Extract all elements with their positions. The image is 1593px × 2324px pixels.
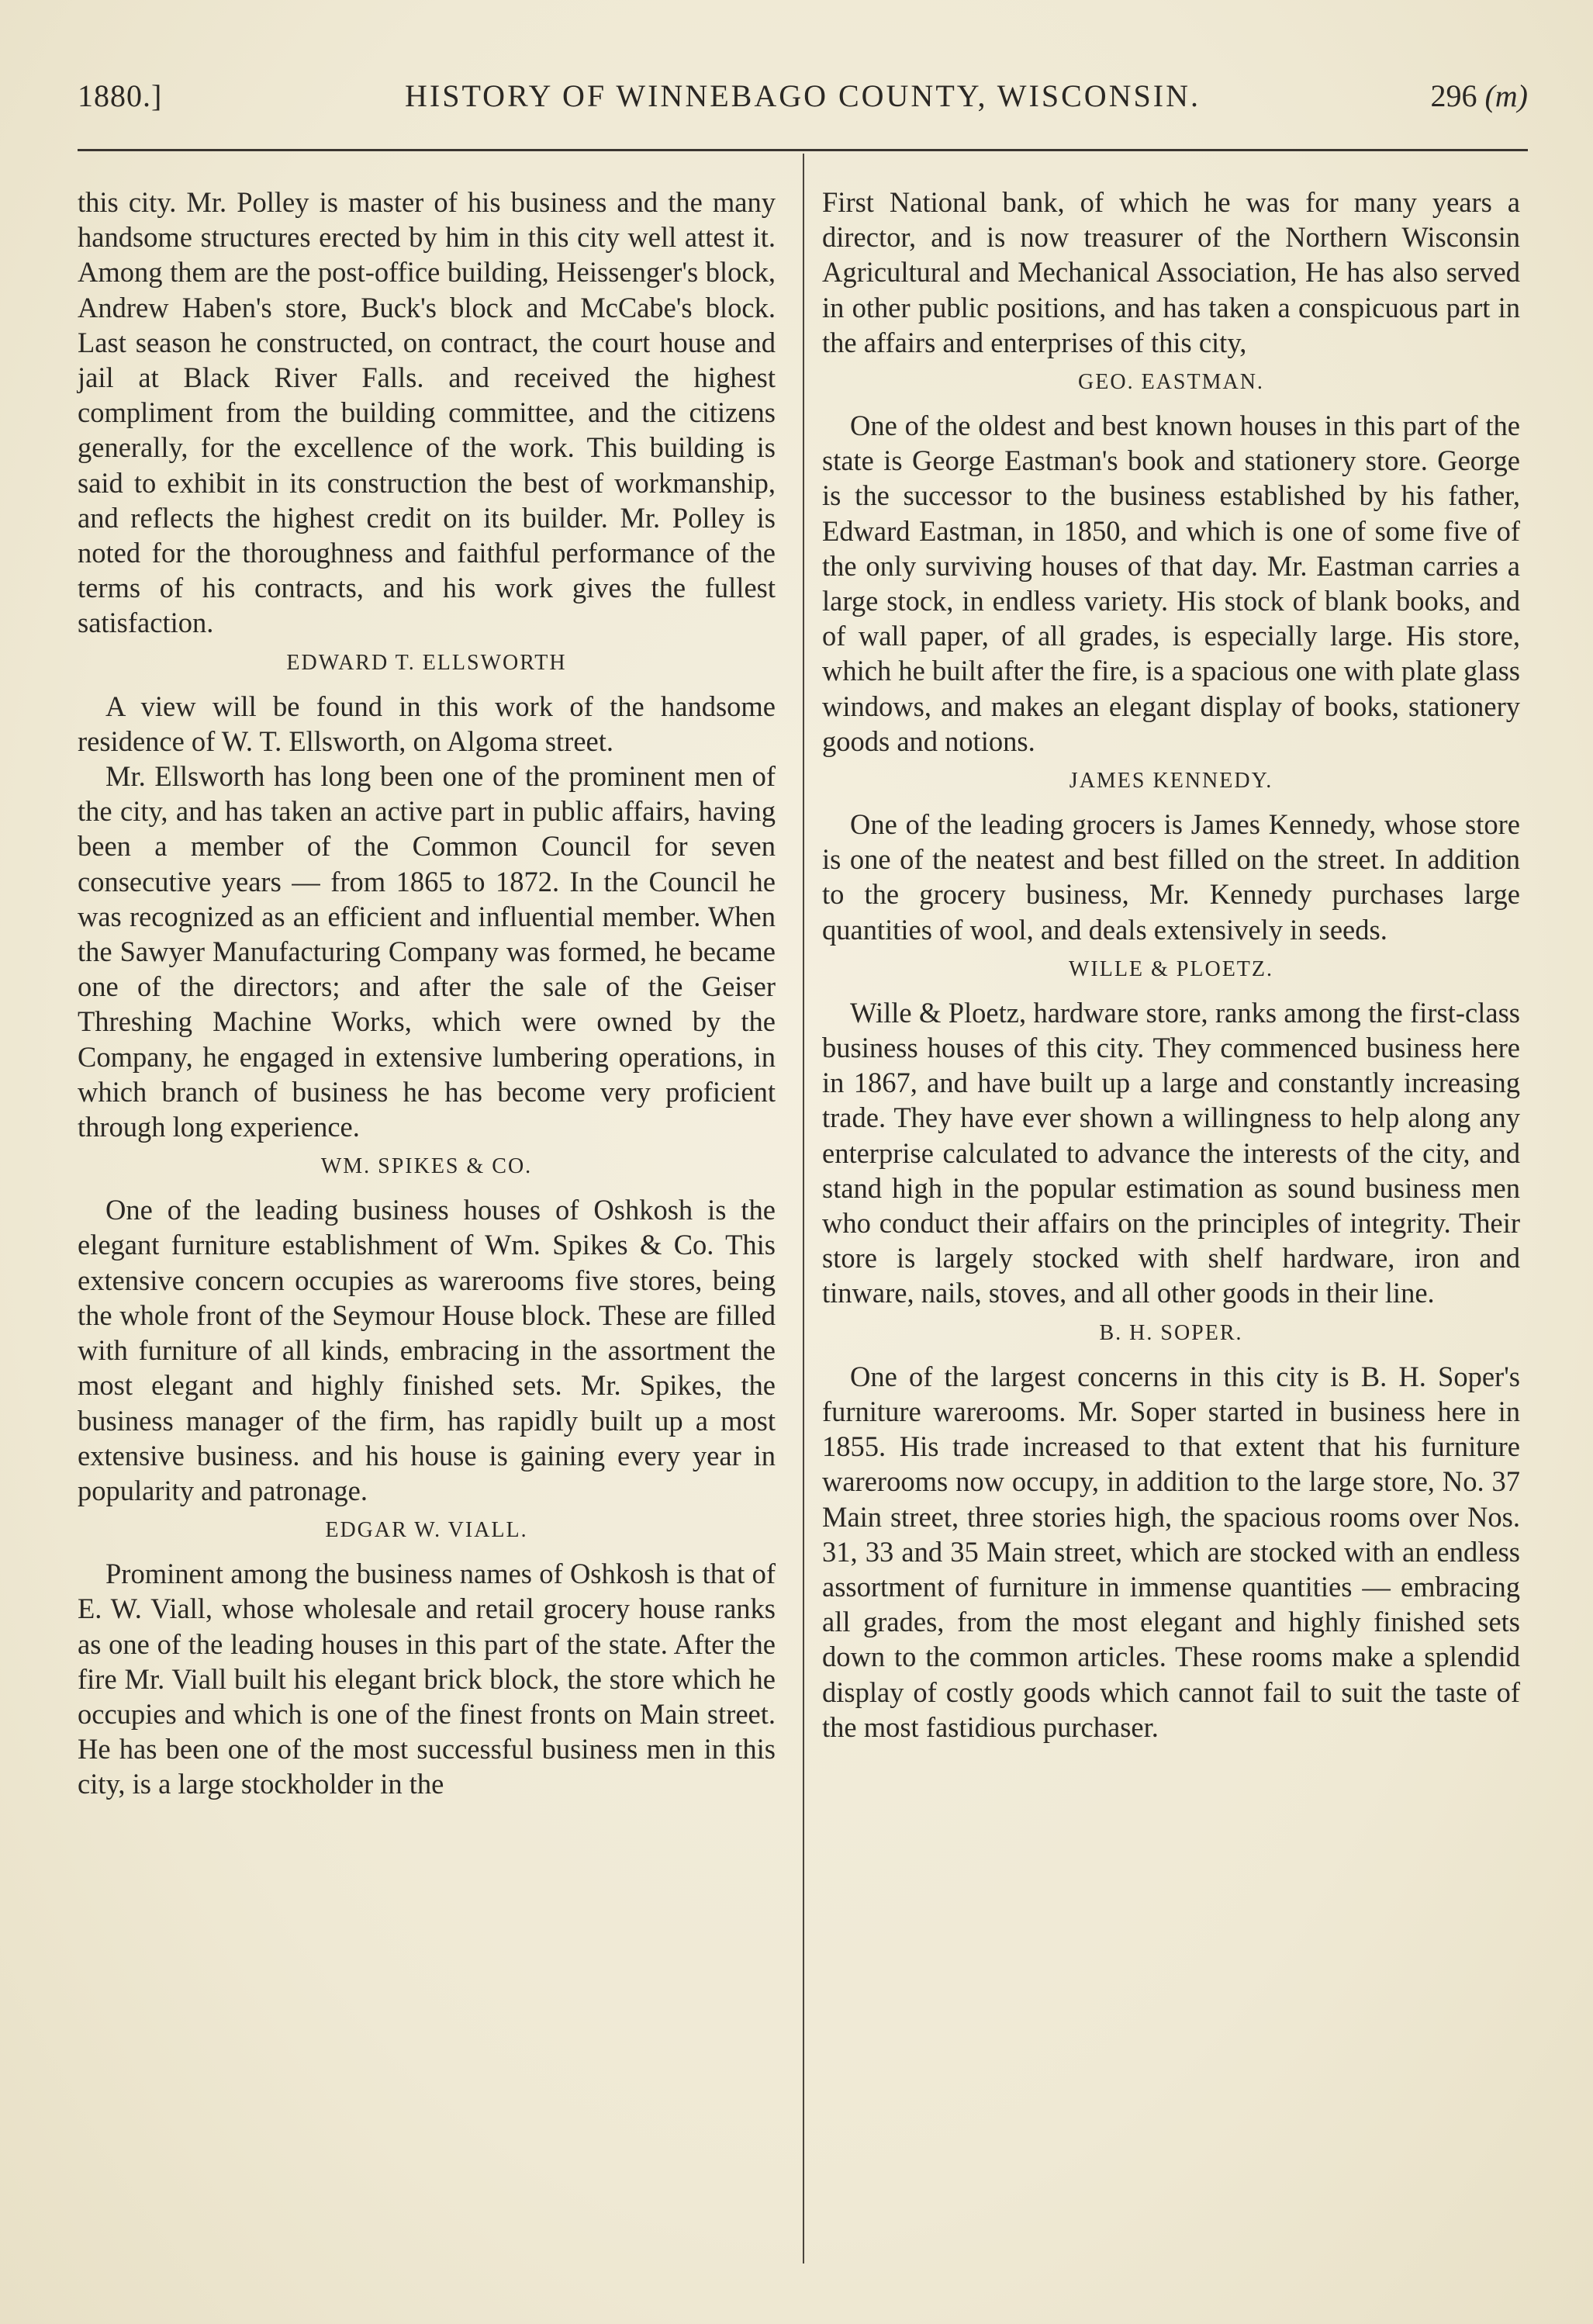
header-rule: [78, 149, 1528, 151]
column-divider: [803, 154, 804, 2263]
paragraph-kennedy: One of the leading grocers is James Kennedy, whose store is one of the neatest and best filled on the street. In addition to the grocery business, Mr. Kennedy purchases large quantities of wool, and deals extensively in seeds.: [822, 808, 1520, 946]
paragraph-soper: One of the largest concerns in this city is B. H. Soper's furniture warerooms. Mr. Soper started in business here in 1855. His trade increased to that extent that his furniture warerooms now occupy, in addition to the large store, No. 37 Main street, three stories high, the spacious rooms over Nos. 31, 33 and 35 Main street, which are stocked with an endless assortment of furniture in immense quantities — embracing all grades, from the most elegant and highly finished sets down to the common articles. These rooms make a splendid display of costly goods which cannot fail to suit the taste of the most fastidious purchaser.: [822, 1360, 1520, 1743]
header-page-number: [1430, 78, 1528, 114]
heading-spikes: WM. SPIKES & CO.: [320, 1154, 533, 1179]
paragraph-spikes: One of the leading business houses of Oshkosh is the elegant furniture establishment of Wm. Spikes & Co. This extensive concern occupies as warerooms five stores, being the whole front of the Seymour House block. These are filled with furniture of all kinds, embracing in the assortment the most elegant and highly finished sets. Mr. Spikes, the business manager of the firm, has rapidly built up a most extensive business. and his house is gaining every year in popularity and patronage.: [78, 1194, 776, 1506]
paragraph-eastman: One of the oldest and best known houses in this part of the state is George Eastman's book and stationery store. George is the successor to the business established by his father, Edward Eastman, in 1850, and which is one of some five of the only surviving houses of that day. Mr. Eastman carries a large stock, in endless variety. His stock of blank books, and of wall paper, of all grades, is especially large. His store, which he built after the fire, is a spacious one with plate glass windows, and makes an elegant display of books, stationery goods and notions.: [822, 410, 1520, 757]
paragraph-ellsworth-view: A view will be found in this work of the handsome residence of W. T. Ellsworth, on Algoma street.: [78, 690, 776, 757]
heading-eastman: GEO. EASTMAN.: [1078, 370, 1264, 395]
heading-wille-ploetz: WILLE & PLOETZ.: [1068, 956, 1274, 981]
page-suffix: (m): [1484, 78, 1528, 113]
header-year: 1880.]: [78, 78, 163, 113]
right-column: [822, 185, 1520, 1745]
page-number: 296: [1430, 78, 1477, 113]
running-header: [78, 78, 1528, 124]
paragraph-ellsworth-bio: Mr. Ellsworth has long been one of the prominent men of the city, and has taken an active part in public affairs, having been a member of the Common Council for seven consecutive years — from 1865 to 1872. In the Council he was recognized as an efficient and influential member. When the Sawyer Manufacturing Company was formed, he became one of the directors; and after the sale of the Geiser Threshing Machine Works, which were owned by the Company, he engaged in extensive lumbering operations, in which branch of business he has become very proficient through long experience.: [78, 760, 776, 1143]
paragraph-viall-continued: First National bank, of which he was for many years a director, and is now treasurer of the Northern Wisconsin Agricultural and Mechanical Association, He has also served in other public positions, and has taken a conspicuous part in the affairs and enterprises of this city,: [822, 186, 1520, 358]
left-column: [78, 185, 776, 1802]
heading-viall: EDGAR W. VIALL.: [325, 1518, 528, 1543]
heading-soper: B. H. SOPER.: [1099, 1320, 1243, 1345]
header-title: HISTORY OF WINNEBAGO COUNTY, WISCONSIN.: [405, 78, 1201, 113]
heading-kennedy: JAMES KENNEDY.: [1069, 769, 1273, 794]
paragraph-viall: Prominent among the business names of Oshkosh is that of E. W. Viall, whose wholesale and retail grocery house ranks as one of the leading houses in this part of the state. After the fire Mr. Viall built his elegant brick block, the store which he occupies and which is one of the finest fronts on Main street. He has been one of the most successful business men in this city, is a large stockholder in the: [78, 1558, 776, 1800]
paragraph-polley: this city. Mr. Polley is master of his business and the many handsome structures erected by him in this city well attest it. Among them are the post-office building, Heissenger's block, Andrew Haben's store, Buck's block and McCabe's block. Last season he constructed, on contract, the court house and jail at Black River Falls. and received the highest compliment from the building committee, and the citizens generally, for the excellence of the work. This building is said to exhibit in its construction the best of workmanship, and reflects the highest credit on its builder. Mr. Polley is noted for the thoroughness and faithful performance of the terms of his contracts, and his work gives the fullest satisfaction.: [78, 186, 776, 639]
heading-ellsworth: EDWARD T. ELLSWORTH: [286, 650, 567, 675]
paragraph-wille-ploetz: Wille & Ploetz, hardware store, ranks among the first-class business houses of this city. They commenced business here in 1867, and have built up a large and constantly increasing trade. They have ever shown a willingness to help along any enterprise calculated to advance the interests of the city, and stand high in the popular estimation as sound business men who conduct their affairs on the principles of integrity. Their store is largely stocked with shelf hardware, iron and tinware, nails, stoves, and all other goods in their line.: [822, 996, 1520, 1309]
